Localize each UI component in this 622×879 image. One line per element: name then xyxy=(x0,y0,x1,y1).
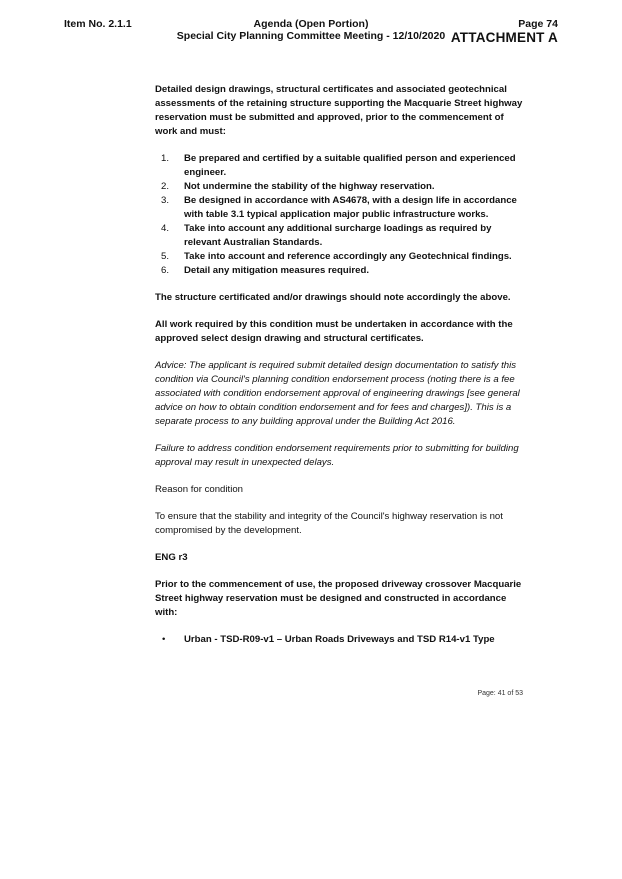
condition-item: 2. Not undermine the stability of the highway reservation. xyxy=(161,181,435,192)
page-header xyxy=(451,18,558,45)
conditions-list xyxy=(155,152,527,278)
footer-page-count: Page: 41 of 53 xyxy=(477,690,523,697)
eng-heading: ENG r3 xyxy=(155,552,188,563)
condition-item: 1. Be prepared and certified by a suitable qualified person and experienced engineer. xyxy=(161,153,516,178)
condition-item: 3. Be designed in accordance with AS4678, with a design life in accordance with table 3.1 typical application major public infrastructure works. xyxy=(161,195,517,220)
standards-item: • Urban - TSD-R09-v1 – Urban Roads Driveways and TSD R14-v1 Type xyxy=(162,634,495,645)
condition-item: 5. Take into account and reference accordingly any Geotechnical findings. xyxy=(161,251,512,262)
reason-paragraph: To ensure that the stability and integrity of the Council's highway reservation is not compromised by the development. xyxy=(155,511,503,536)
standards-list xyxy=(155,633,527,647)
structure-note: The structure certificated and/or drawings should note accordingly the above. xyxy=(155,292,511,303)
document-body xyxy=(155,83,527,647)
bullet-icon: • xyxy=(162,634,166,645)
work-note: All work required by this condition must be undertaken in accordance with the approved select design drawing and structural certificates. xyxy=(155,319,513,344)
failure-paragraph: Failure to address condition endorsement requirements prior to submitting for building approval may result in unexpected delays. xyxy=(155,443,519,468)
intro-paragraph: Detailed design drawings, structural certificates and associated geotechnical assessments of the retaining structure supporting the Macquarie Street highway reservation must be submitted and approved, prior to the commencement of work and must: xyxy=(155,84,523,137)
page-number: Page 74 xyxy=(518,18,558,30)
meeting-line: Special City Planning Committee Meeting - 12/10/2020 xyxy=(176,30,446,42)
agenda-line: Agenda (Open Portion) xyxy=(253,18,369,30)
eng-intro: Prior to the commencement of use, the proposed driveway crossover Macquarie Street highway reservation must be designed and constructed in accordance with: xyxy=(155,579,522,618)
item-number: Item No. 2.1.1 xyxy=(64,18,132,30)
reason-label: Reason for condition xyxy=(155,484,243,495)
attachment-label: ATTACHMENT A xyxy=(450,30,558,45)
condition-item: 4. Take into account any additional surcharge loadings as required by relevant Australian Standards. xyxy=(161,223,492,248)
advice-paragraph: Advice: The applicant is required submit detailed design documentation to satisfy this condition via Council's planning condition endorsement process (noting there is a fee associated with condition endorsement approval of engineering drawings [see general advice on how to obtain condition endorsement and for fees and charges]). This is a separate process to any building approval under the Building Act 2016. xyxy=(155,360,520,427)
condition-item: 6. Detail any mitigation measures required. xyxy=(161,265,370,276)
